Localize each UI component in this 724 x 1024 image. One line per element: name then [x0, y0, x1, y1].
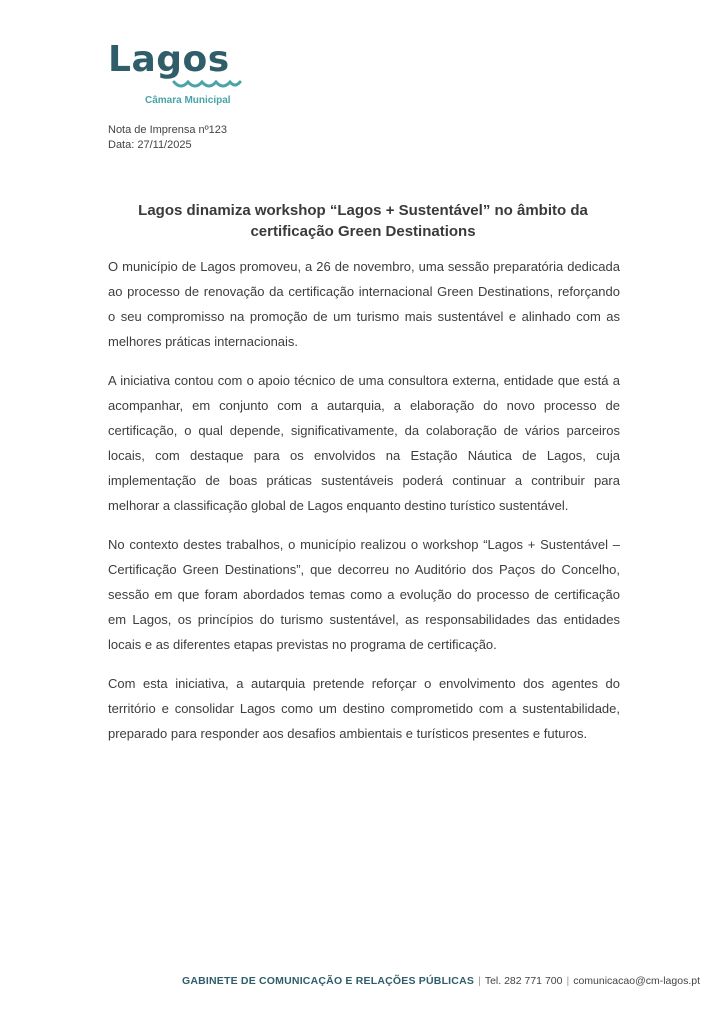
press-note-number: Nota de Imprensa nº123 [108, 124, 227, 136]
page-footer [182, 975, 700, 987]
press-title-line-1: Lagos dinamiza workshop “Lagos + Sustentável” no âmbito da [138, 202, 588, 219]
press-title-line-2: certificação Green Destinations [250, 223, 476, 240]
logo-waves-icon [172, 78, 242, 92]
press-title [108, 200, 618, 242]
body-paragraph: A iniciativa contou com o apoio técnico de uma consultora externa, entidade que está a acompanhar, em conjunto com a autarquia, a elaboração do novo processo de certificação, o qual depende, significativamente, da colaboração de vários parceiros locais, com destaque para os envolvidos na Estação Náutica de Lagos, cuja implementação de boas práticas sustentáveis poderá continuar a contribuir para melhorar a classificação global de Lagos enquanto destino turístico sustentável. [108, 373, 620, 513]
footer-separator: | [566, 975, 570, 987]
logo-subtitle: Câmara Municipal [145, 95, 231, 106]
press-body [108, 254, 620, 760]
press-meta [108, 123, 227, 153]
footer-department: GABINETE DE COMUNICAÇÃO E RELAÇÕES PÚBLICAS [181, 975, 475, 987]
footer-phone: Tel. 282 771 700 [484, 975, 563, 987]
lagos-logo [108, 40, 248, 110]
press-date: Data: 27/11/2025 [108, 139, 192, 151]
body-paragraph: O município de Lagos promoveu, a 26 de novembro, uma sessão preparatória dedicada ao processo de renovação da certificação internacional Green Destinations, reforçando o seu compromisso na promoção de um turismo mais sustentável e alinhado com as melhores práticas internacionais. [108, 259, 620, 349]
footer-email: comunicacao@cm-lagos.pt [573, 975, 700, 987]
body-paragraph: No contexto destes trabalhos, o município realizou o workshop “Lagos + Sustentável – Certificação Green Destinations”, que decorreu no Auditório dos Paços do Concelho, sessão em que foram abordados temas como a evolução do processo de certificação em Lagos, os princípios do turismo sustentável, as responsabilidades das entidades locais e as diferentes etapas previstas no programa de certificação. [108, 537, 620, 652]
body-paragraph: Com esta iniciativa, a autarquia pretende reforçar o envolvimento dos agentes do território e consolidar Lagos como um destino comprometido com a sustentabilidade, preparado para responder aos desafios ambientais e turísticos presentes e futuros. [108, 676, 620, 741]
footer-separator: | [478, 975, 481, 987]
logo-wordmark: Lagos [108, 39, 230, 80]
